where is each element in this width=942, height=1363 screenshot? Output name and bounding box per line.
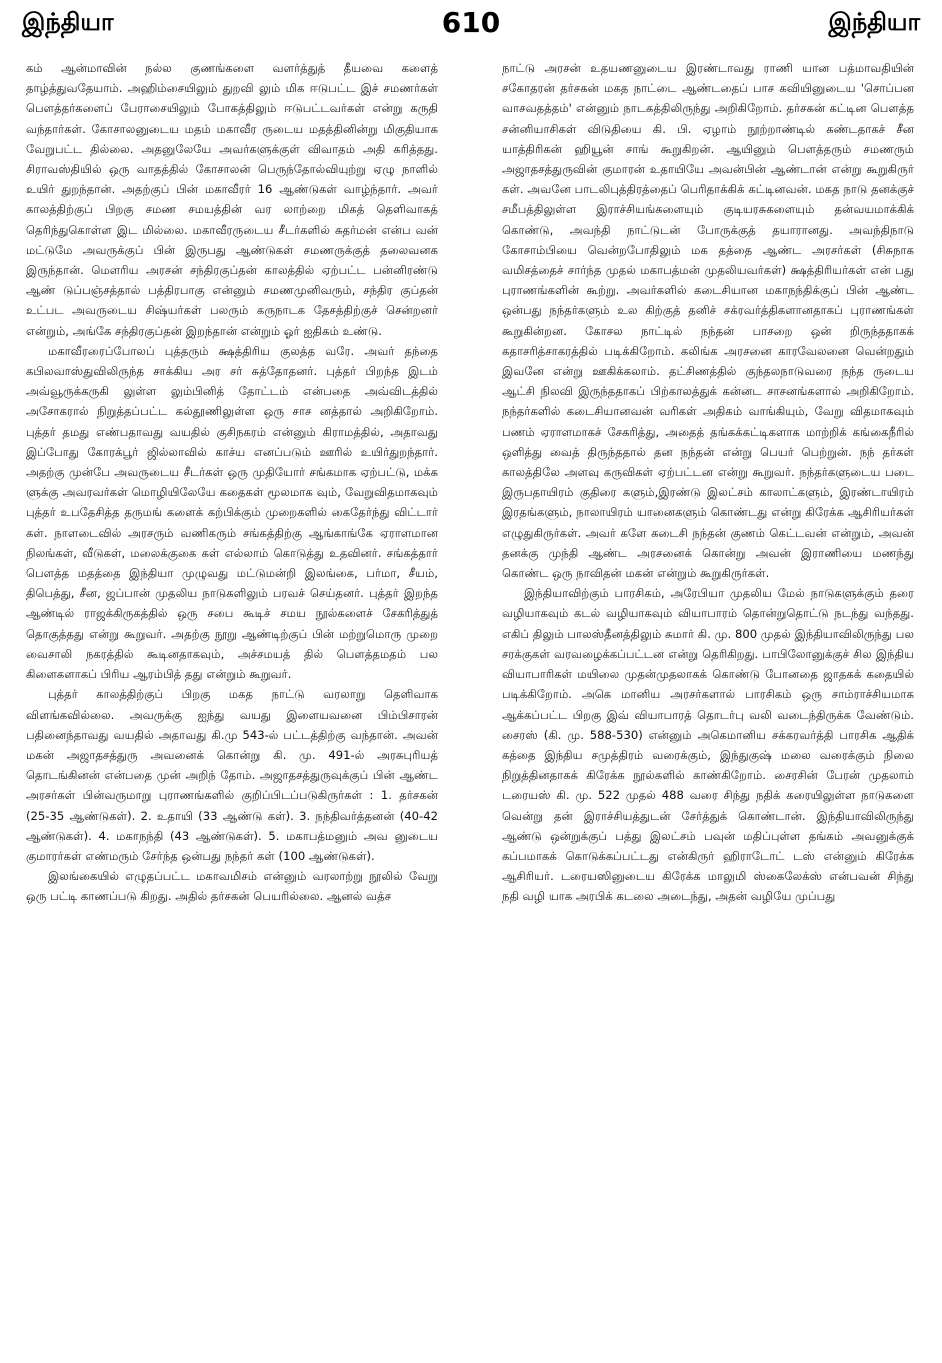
paragraph: புத்தர் காலத்திற்குப் பிறகு மகத நாட்டு வரலாறு தெளிவாக விளங்கவில்லை. அவருக்கு ஐந்து வயது இளையவனை பிம்பிசாரன் பதினைந்தாவது வயதில் அதாவது கி.மு 543-ல் பட்டத்திற்கு வந்தான். அவன் மகன் அஜாதசத்துரு அவனைக் கொன்று கி. மு. 491-ல் அரசுபுரியத் தொடங்கினன் என்பதை முன் அறிந் தோம். அஜாதசத்துருவுக்குப் பின் ஆண்ட அரசர்கள் பின்வருமாறு புராணங்களில் குறிப்பிடப்படுகிருர்கள் : 1. தர்சகன் (25-35 ஆண்டுகள்). 2. உதாயி (33 ஆண்டு கள்). 3. நந்திவர்த்தனன் (40-42 ஆண்டுகள்). 4. மகாநந்தி (43 ஆண்டுகள்). 5. மகாபத்மனும் அவ னுடைய குமாரர்கள் எண்மரும் சேர்ந்த ஒன்பது நந்தர் கள் (100 ஆண்டுகள்).: [26, 687, 438, 863]
paragraph: நாட்டு அரசன் உதயணனுடைய இரண்டாவது ராணி யான பத்மாவதியின் சகோதரன் தர்சகன் மகத நாட்டை ஆண்டதைப் பாச கவியினுடைய 'சொப்பன வாசவதத்தம்' என்னும் நாடகத்திலிருந்து அறிகிறோம். தர்சகன் கட்டின பௌத்த சன்னியாசிகள் விடுதியை கி. பி. ஏழாம் நூற்றாண்டில் கண்டதாகச் சீன யாத்திரிகன் ஹியூன் சாங் கூறுகிறன். ஆயினும் பௌத்தரும் சமணரும் அஜாதசத்துருவின் குமாரன் உதாயியே அவன்பின் ஆண்டான் என்று கூறுகிருர் கள். அவனே பாடலிபுத்திரத்தைப் பெரிதாக்கிக் கட்டினவன். மகத நாடு தனக்குச் சமீபத்திலுள்ள இராச்சியங்களையும் குடியரசுகளையும் தன்வயமாக்கிக் கொண்டு, அவந்தி நாட்டுடன் போருக்குத் தயாரானது. அவந்திநாடு கோசாம்பியை வென்றபோதிலும் மக தத்தை ஆண்ட அரசர்கள் (சிசுநாக வமிசத்தைச் சார்ந்த முதல் மகாபத்மன் முதலியவர்கள்) க்ஷத்திரியர்கள் என் பது புராணங்களின் கூற்று. அவர்களில் கடைசியான மகாநந்திக்குப் பின் ஆண்ட ஒன்பது நந்தர்களும் உல கிற்குத் தனிச் சக்ரவர்த்திகளானதாகப் புராணங்கள் கூறுகின்றன. கோசல நாட்டில் நந்தன் பாசறை ஒன் றிருந்ததாகக் கதாசரித்சாகரத்தில் படிக்கிறோம். கலிங்க அரசனை காரவேலனை வென்றதும் இவனே என்று ஊகிக்கலாம். தட்சிணத்தில் குந்தலநாடுவரை நந்த ருடைய ஆட்சி நிலவி இருந்ததாகப் பிற்காலத்துக் கன்னட சாசனங்களால் அறிகிறோம். நந்தர்களில் கடைசியானவன் வரிகள் அதிகம் வாங்கியும், வேறு விதமாகவும் பணம் ஏராளமாகச் சேகரித்து, அதைத் தங்கக்கட்டிகளாக மாற்றிக் கங்கைநீரில் ஒளித்து வைத் திருந்ததால் தன நந்தன் என்று பெயர் பெற்றுன். நந் தர்கள் காலத்திலே அளவு கருவிகள் ஏற்பட்டன என்று கூறுவர். நந்தர்களுடைய படை இருபதாயிரம் குதிரை களும்,இரண்டு இலட்சம் காலாட்களும், இரண்டாயிரம் இரதங்களும், நாலாயிரம் யானைகளும் கொண்டது என்று கிரேக்க ஆசிரியர்கள் எழுதுகிருர்கள். அவர் களே கடைசி நந்தன் குணம் கெட்டவன் என்றும், அவன் தனக்கு முந்தி ஆண்ட அரசனைக் கொன்று அவன் இராணியை மணந்து கொண்ட ஒரு நாவிதன் மகன் என்றும் கூறுகிருர்கள்.: [502, 61, 914, 581]
page-number: 610: [441, 6, 501, 39]
paragraph: இந்தியாவிற்கும் பாரசிகம், அரேபியா முதலிய மேல் நாடுகளுக்கும் தரை வழியாகவும் கடல் வழியாகவும் வியாபாரம் தொன்றுதொட்டு நடந்து வந்தது. எகிப் திலும் பாலஸ்தீனத்திலும் சுமார் கி. மு. 800 முதல் இந்தியாவிலிருந்து பல சரக்குகள் வரவழைக்கப்பட்டன என்று தெரிகிறது. பாபிலோனுக்குச் சில இந்திய வியாபாரிகள் மயிலை முதன்முதலாகக் கொண்டு போனதை ஜாதகக் கதையில் படிக்கிறோம். அகெ மானிய அரசர்களால் பாரசிகம் ஒரு சாம்ராச்சியமாக ஆக்கப்பட்ட பிறகு இவ் வியாபாரத் தொடர்பு வலி வடைந்திருக்க வேண்டும். சைரஸ் (கி. மு. 588-530) என்னும் அகெமானிய சக்கரவர்த்தி பாரசிக ஆதிக் கத்தை இந்திய சமுத்திரம் வரைக்கும், இந்துகுஷ் மலை வரைக்கும் நிலை நிறுத்தினதாகக் கிரேக்க நூல்களில் காண்கிறோம். சைரசின் பேரன் முதலாம் டரையஸ் கி. மு. 522 முதல் 488 வரை சிந்து நதிக் கரையிலுள்ள நாடுகளை வென்று தன் இராச்சியத்துடன் சேர்த்துக் கொண்டான். இந்தியாவிலிருந்து ஆண்டு ஒன்றுக்குப் பத்து இலட்சம் பவுன் மதிப்புள்ள தங்கம் அவனுக்குக் கப்பமாகக் கொடுக்கப்பட்டது என்கிருர் ஹிராடோட் டஸ் என்னும் கிரேக்க ஆசிரியர். டரையஸினுடைய கிரேக்க மாலுமி ஸ்கைலேக்ஸ் என்பவன் சிந்து நதி வழி யாக அரபிக் கடலை அடைந்து, அதன் வழியே முப்பது: [502, 586, 914, 904]
paragraph: கம் ஆன்மாவின் நல்ல குணங்களை வளர்த்துத் தீயவை களைத் தாழ்த்துவதேயாம். அஹிம்சையிலும் துறவி லும் மிக ஈடுபட்ட இச் சமணர்கள் பௌத்தர்களைப் பேராசையிலும் போகத்திலும் ஈடுபட்டவர்கள் என்று கருதி வந்தார்கள். கோசாலனுடைய மதம் மகாவீர ருடைய மதத்தினின்று மிகுதியாக வேறுபட்ட தில்லை. அதனுலேயே அவர்களுக்குள் விவாதம் அதி கரித்தது. சிராவஸ்தியில் ஒரு வாதத்தில் கோசாலன் பெருந்தோல்வியுற்று ஏழு நாளில் உயிர் துறந்தான். அதற்குப் பின் மகாவீரர் 16 ஆண்டுகள் வாழ்ந்தார். அவர் காலத்திற்குப் பிறகு சமண சமயத்தின் வர லாற்றை மிகத் தெளிவாகத் தெரிந்துகொள்ள இட மில்லை. மகாவீரருடைய சீடர்களில் சுதர்மன் என்ப வன் மட்டுமே அவருக்குப் பின் இருபது ஆண்டுகள் சமணருக்குத் தலைவனக இருந்தான். மௌரிய அரசன் சந்திரகுப்தன் காலத்தில் ஏற்பட்ட பன்னிரண்டு ஆண் டுப்பஞ்சத்தால் பத்திரபாகு என்னும் சமணமுனிவரும், சந்திர குப்தன் உட்பட அவருடைய சிஷ்யர்கள் பலரும் கருநாடக தேசத்திற்குச் சென்றனர் என்றும், அங்கே சந்திரகுப்தன் இறந்தான் என்றும் ஓர் ஐதிகம் உண்டு.: [26, 61, 438, 338]
paragraph: இலங்கையில் எழுதப்பட்ட மகாவமிசம் என்னும் வரலாற்று நூலில் வேறு ஒரு பட்டி காணப்படு கிறது. அதில் தர்சகன் பெயரில்லை. ஆனல் வத்ச: [26, 869, 438, 904]
page-header: [22, 6, 920, 46]
right-text-column: [502, 58, 914, 1356]
running-head-left: இந்தியா: [22, 8, 114, 36]
running-head-right: இந்தியா: [828, 8, 920, 36]
left-text-column: [26, 58, 438, 1356]
paragraph: மகாவீரரைப்போலப் புத்தரும் க்ஷத்திரிய குலத்த வரே. அவர் தந்தை கபிலவாஸ்துவிலிருந்த சாக்கிய அர சர் சுத்தோதனர். புத்தர் பிறந்த இடம் அவ்வூருக்கருகி லுள்ள லும்பினித் தோட்டம் என்பதை அவ்விடத்தில் அசோகரால் நிறுத்தப்பட்ட கல்தூணிலுள்ள ஒரு சாச னத்தால் அறிகிறோம். புத்தர் தமது எண்பதாவது வயதில் குசிநகரம் என்னும் கிராமத்தில், அதாவது இப்போது கோரக்பூர் ஜில்லாவில் காச்ய எனப்படும் ஊரில் உயிர்துறந்தார். அதற்கு முன்பே அவருடைய சீடர்கள் ஒரு முதியோர் சங்கமாக ஏற்பட்டு, மக்க ளுக்கு அவரவர்கள் மொழியிலேயே கதைகள் மூலமாக வும், வேறுவிதமாகவும் புத்தர் உபதேசித்த தருமங் களைக் கற்பிக்கும் முறைகளில் கைதேர்ந்து விட்டார் கள். நாளடைவில் அரசரும் வணிகரும் சங்கத்திற்கு ஆங்காங்கே ஏராளமான நிலங்கள், வீடுகள், மலைக்குகை கள் எல்லாம் கொடுத்து உதவினர். சங்கத்தார் பௌத்த மதத்தை இந்தியா முழுவது மட்டுமன்றி இலங்கை, பர்மா, சீயம், திபெத்து, சீன, ஜப்பான் முதலிய நாடுகளிலும் பரவச் செய்தனர். புத்தர் இறந்த ஆண்டில் ராஜக்கிருகத்தில் ஒரு சபை கூடிச் சமய நூல்களைச் சேகரித்துத் தொகுத்தது என்று கூறுவர். அதற்கு நூறு ஆண்டிற்குப் பின் மற்றுமொரு முறை வைசாலி நகரத்தில் கூடினதாகவும், அச்சமயத் தில் பௌத்தமதம் பல கிளைகளாகப் பிரிய ஆரம்பித் தது என்றும் கூறுவர்.: [26, 343, 438, 682]
